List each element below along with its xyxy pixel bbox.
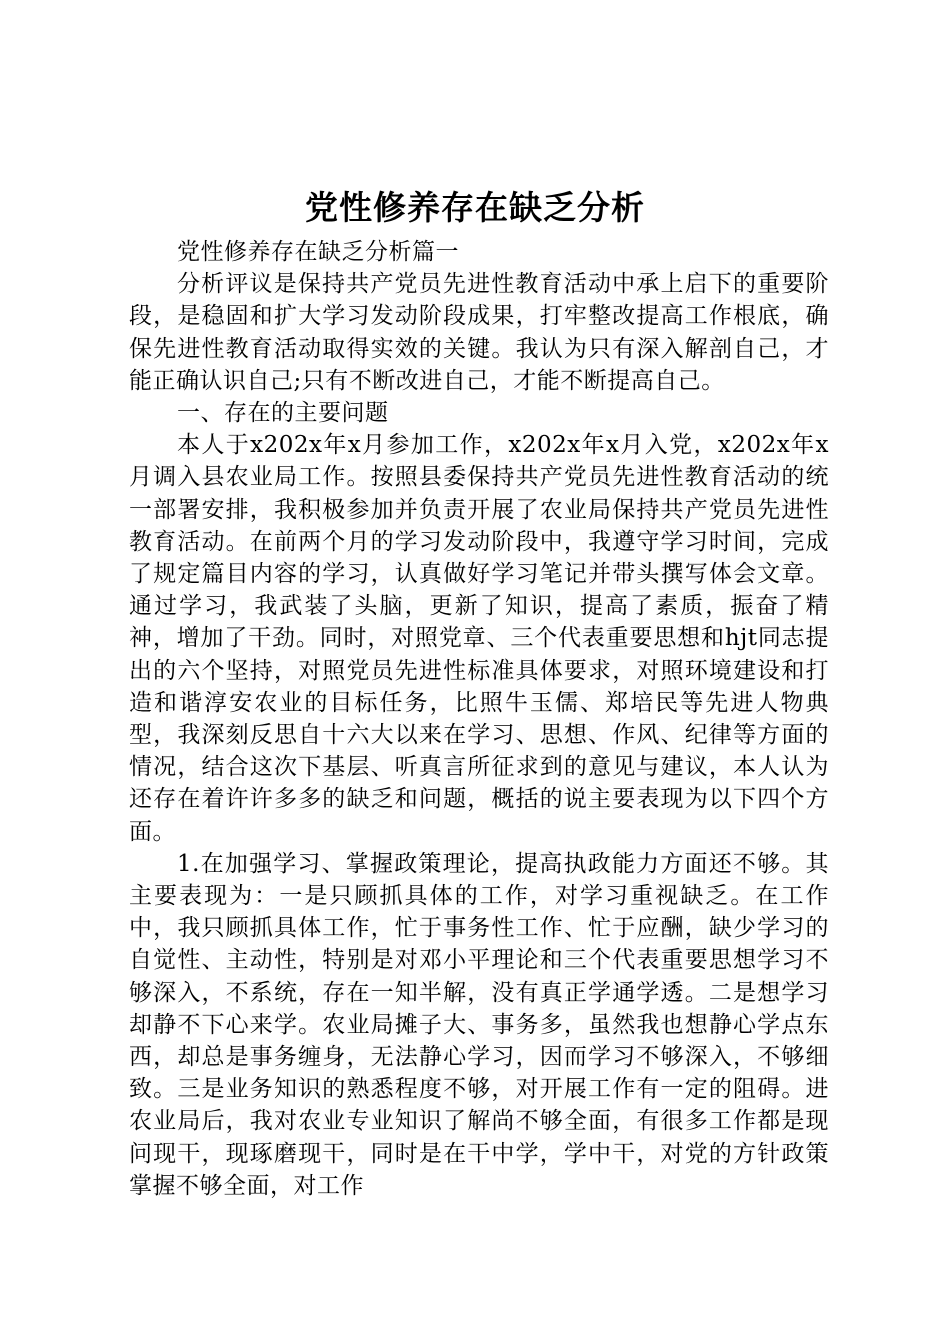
paragraph-intro: 分析评议是保持共产党员先进性教育活动中承上启下的重要阶段，是稳固和扩大学习发动阶段成果，打牢整改提高工作根底，确保先进性教育活动取得实效的关键。我认为只有深入解剖自己，才能正确认识自己;只有不断改进自己，才能不断提高自己。 — [129, 271, 829, 394]
document-title: 党性修养存在缺乏分析 — [305, 188, 645, 227]
paragraph-point-1: 1.在加强学习、掌握政策理论，提高执政能力方面还不够。其主要表现为：一是只顾抓具体的工作，对学习重视缺乏。在工作中，我只顾抓具体工作，忙于事务性工作、忙于应酬，缺少学习的自觉性、主动性，特别是对邓小平理论和三个代表重要思想学习不够深入，不系统，存在一知半解，没有真正学通学透。二是想学习却静不下心来学。农业局摊子大、事务多，虽然我也想静心学点东西，却总是事务缠身，无法静心学习，因而学习不够深入，不够细致。三是业务知识的熟悉程度不够，对开展工作有一定的阻碍。进农业局后，我对农业专业知识了解尚不够全面，有很多工作都是现问现干，现琢磨现干，同时是在干中学，学中干，对党的方针政策掌握不够全面，对工作 — [129, 850, 829, 1199]
section-heading: 一、存在的主要问题 — [177, 400, 389, 427]
paragraph-background: 本人于x202x年x月参加工作，x202x年x月入党，x202x年x月调入县农业局工作。按照县委保持共产党员先进性教育活动的统一部署安排，我积极参加并负责开展了农业局保持共产党员先进性教育活动。在前两个月的学习发动阶段中，我遵守学习时间，完成了规定篇目内容的学习，认真做好学习笔记并带头撰写体会文章。通过学习，我武装了头脑，更新了知识，提高了素质，振奋了精神，增加了干劲。同时，对照党章、三个代表重要思想和hjt同志提出的六个坚持，对照党员先进性标准具体要求，对照环境建设和打造和谐淳安农业的目标任务，比照牛玉儒、郑培民等先进人物典型，我深刻反思自十六大以来在学习、思想、作风、纪律等方面的情况，结合这次下基层、听真言所征求到的意见与建议，本人认为还存在着许许多多的缺乏和问题，概括的说主要表现为以下四个方面。 — [129, 432, 829, 845]
document-body — [129, 236, 829, 1202]
paragraph-subtitle: 党性修养存在缺乏分析篇一 — [177, 239, 459, 265]
